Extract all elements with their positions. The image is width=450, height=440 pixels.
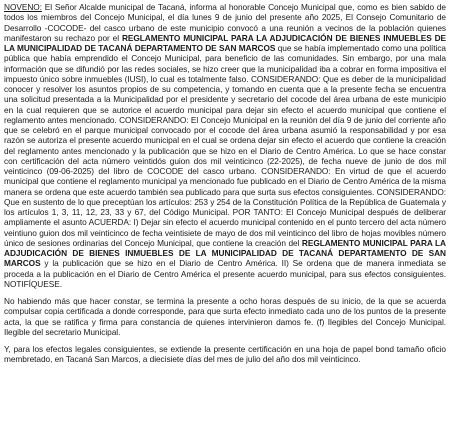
resolution-text-part-1: El Señor Alcalde municipal de Tacaná, informa al honorable Concejo Municipal que, como es bien sabido de todos los miembros del Concejo Municipal, el día lunes 9 de junio del presente año 2025, El Consejo Comunitario de Desarrollo -COCODE- del casco urbano de este municipio convocó a una reunión a vecinos de la población quienes manifestaron su rechazo por el <box>4 2 446 43</box>
document-body <box>4 2 446 365</box>
resolution-text-part-2: que se había implementado como una política pública que había emprendido el Concejo Municipal, para beneficio de las comunidades. Sin embargo, por una mala información que se difundió por las redes sociales, se hizo creer que la municipalidad iba a cobrar en forma impositiva el impuesto único sobre inmuebles (IUSI), lo cual es totalmente falso. CONSIDERANDO: Que es deber de la municipalidad conocer y resolver los asuntos propios de su competencia, y tomando en cuenta que a la presente fecha se encuentra una solicitud presentada a la Municipalidad por el presidente y secretario del cocode del área urbana de este municipio en la cual requieren que se autorice el acuerdo municipal para dejar sin efecto el acuerdo municipal que contiene el reglamento antes mencionado. CONSIDERANDO: El Concejo Municipal en la reunión del día 9 de junio del corriente año que se celebró en el parque municipal convocado por el cocode del área urbana asumió la responsabilidad y por esa razón se autoriza el presente acuerdo municipal en el cual se ordena dejar sin efecto el acuerdo que contiene la creación del reglamento antes mencionado y la publicación que se hizo en el Diario de Centro América. Lo que se hace constar con certificación del acta número veintidós guion dos mil veinticinco (22-2025), de fecha nueve de junio de dos mil veinticinco (09-06-2025) del libro de COCODE del casco urbano. CONSIDERANDO: En virtud de que el acuerdo municipal que contiene el reglamento municipal ya mencionado fue publicado en el Diario de Centro América de la misma manera se ordena que este acuerdo también sea publicado para que surta sus efectos consiguientes. CONSIDERANDO: Que en sustento de lo que preceptúan los artículos: 253 y 254 de la Constitución Política de la República de Guatemala y los artículos 1, 3, 11, 12, 23, 33 y 67, del Código Municipal. POR TANTO: El Concejo Municipal después de deliberar ampliamente el asunto ACUERDA: I) Dejar sin efecto el acuerdo municipal contenido en el punto tercero del acta número veintiuno guion dos mil veinticinco de fecha veintisiete de mayo de dos mil veinticinco del libro de hojas movibles número único de sesiones ordinarias del Concejo Municipal, que contiene la creación del <box>4 43 446 248</box>
regulation-title-bold-2: REGLAMENTO MUNICIPAL PARA LA ADJUDICACIÓN DE BIENES INMUEBLES DE LA MUNICIPALIDAD DE TACANÁ DEPARTAMENTO DE SAN MARCOS <box>4 237 446 269</box>
regulation-title-bold-1: REGLAMENTO MUNICIPAL PARA LA ADJUDICACIÓN DE BIENES INMUEBLES DE LA MUNICIPALIDAD DE TACANÁ DEPARTAMENTO DE SAN MARCOS <box>4 32 447 53</box>
resolution-paragraph <box>4 2 446 289</box>
item-number-label: NOVENO: <box>4 2 42 12</box>
paragraph-spacer <box>4 337 446 344</box>
certification-paragraph: Y, para los efectos legales consiguientes, se extiende la presente certificación en una hoja de papel bond tamaño oficio membretado, en Tacaná San Marcos, a diecisiete días del mes de julio del año dos mil veinticinco. <box>4 344 446 365</box>
paragraph-spacer <box>4 289 446 296</box>
resolution-text-part-3: y la publicación que se hizo en el Diario de Centro América. II) Se ordena que de manera inmediata se proceda a la publicación en el Diario de Centro América el presente acuerdo municipal, para sus efectos consiguientes. NOTIFÍQUESE. <box>4 258 446 289</box>
closing-paragraph: No habiendo más que hacer constar, se termina la presente a ocho horas después de su inicio, de la que se acuerda compulsar copia certificada a donde corresponde, para que surta efecto inmediato cada uno de los puntos de la presente acta, la que se ratifica y firma para constancia de quienes intervinieron damos fe. (f) Ilegibles del Concejo Municipal. Ilegible del secretario Municipal. <box>4 296 446 337</box>
